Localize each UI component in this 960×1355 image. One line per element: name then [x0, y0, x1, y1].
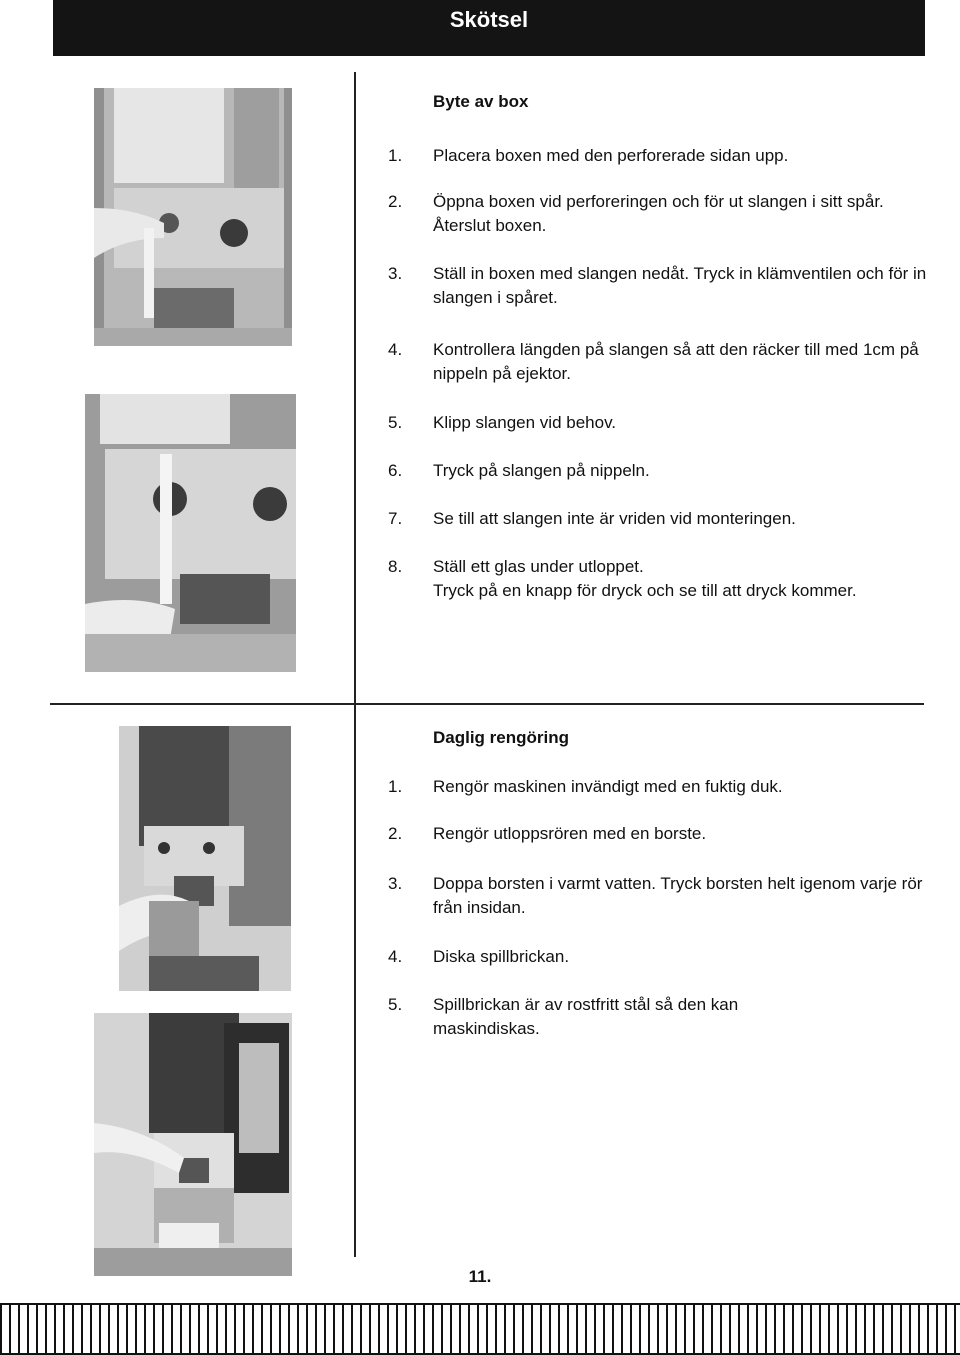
horizontal-divider: [50, 703, 924, 705]
photo-cleaning-brush: [119, 726, 291, 991]
list-item: 4. Kontrollera längden på slangen så att den räcker till med 1cm på nippeln på ejektor.: [388, 340, 919, 383]
section-title-daily-cleaning: Daglig rengöring: [433, 728, 569, 747]
list-item: 4. Diska spillbrickan.: [388, 947, 570, 966]
list-item: 2. Öppna boxen vid perforeringen och för ut slangen i sitt spår. Återslut boxen.: [388, 192, 884, 235]
photo-hose-nipple: [85, 394, 296, 672]
list-item: 8. Ställ ett glas under utloppet. Tryck på en knapp för dryck och se till att dryck kommer.: [388, 557, 857, 600]
list-item: 7. Se till att slangen inte är vriden vid monteringen.: [388, 509, 796, 528]
vertical-divider: [354, 72, 356, 1257]
list-item: 2. Rengör utloppsrören med en borste.: [388, 824, 707, 843]
list-item: 3. Doppa borsten i varmt vatten. Tryck borsten helt igenom varje rör från insidan.: [388, 874, 923, 917]
page-number: 11.: [468, 1267, 492, 1286]
list-item: 6. Tryck på slangen på nippeln.: [388, 461, 650, 480]
list-item: 5. Klipp slangen vid behov.: [388, 413, 617, 432]
list-item: 1. Placera boxen med den perforerade sidan upp.: [388, 146, 789, 165]
page-header: [53, 0, 925, 56]
header-title: Skötsel: [449, 7, 529, 32]
list-item: 5. Spillbrickan är av rostfritt stål så den kan maskindiskas.: [388, 995, 739, 1038]
decorative-bar-pattern: [0, 1303, 960, 1355]
photo-drip-tray: [94, 1013, 292, 1276]
photo-box-hose: [94, 88, 292, 346]
section-title-box-replacement: Byte av box: [433, 92, 529, 111]
list-item: 1. Rengör maskinen invändigt med en fuktig duk.: [388, 777, 783, 796]
list-item: 3. Ställ in boxen med slangen nedåt. Tryck in klämventilen och för in slangen i spåret.: [388, 264, 927, 307]
